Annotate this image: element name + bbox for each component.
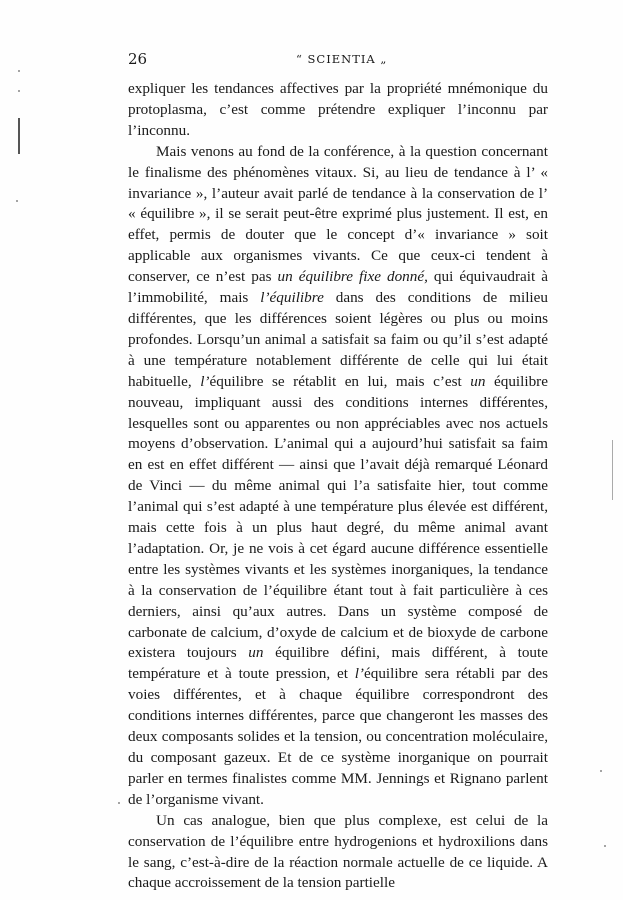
paragraph-3: Un cas analogue, bien que plus complexe, est celui de la conservation de l’équilibre entre hydrogenions et hydroxilions dans le sang, c’est-à-dire de la réaction normale actuelle de ce liquide. A chaque accroissement de la tension partielle (128, 811, 548, 892)
margin-scan-mark (612, 440, 613, 500)
margin-scan-dot (604, 845, 606, 847)
emphasis: un (470, 372, 486, 390)
margin-scan-mark (18, 118, 20, 154)
emphasis: un équilibre fixe donné, (277, 268, 428, 286)
emphasis: un (248, 644, 264, 662)
running-title: “ SCIENTIA „ (296, 52, 388, 66)
margin-scan-dot (18, 70, 20, 72)
margin-scan-dot (18, 90, 20, 92)
paragraph-1: expliquer les tendances affectives par la propriété mnémonique du protoplasma, c’est comme prétendre expliquer l’inconnu par l’inconnu. (128, 80, 548, 139)
margin-scan-dot (118, 802, 120, 804)
emphasis: l’ (200, 372, 210, 390)
margin-scan-dot (600, 770, 602, 772)
body-text (128, 79, 548, 894)
paragraph-2: Mais venons au fond de la conférence, à la question concernant le finalisme des phénomènes vitaux. Si, au lieu de tendance à l’ « invariance », l’auteur avait parlé de tendance à la conservation de l’ « équilibre », il se serait peut-être exprimé plus justement. Il est, en effet, permis de douter que le concept d’« invariance » soit applicable aux organismes vivants. Ce que ceux-ci tendent à conserver, ce n’est pas un équilibre fixe donné, qui équivaudrait à l’immobilité, mais l’équilibre dans des conditions de milieu différentes, que les différences soient légères ou plus ou moins profondes. Lorsqu’un animal a satisfait sa faim ou qu’il s’est adapté à une température notablement différente de celle qui lui était habituelle, l’équilibre se rétablit en lui, mais c’est un équilibre nouveau, impliquant aussi des conditions internes différentes, lesquelles sont ou apparentes ou non appréciables avec nos actuels moyens d’observation. L’animal qui a aujourd’hui satisfait sa faim en est en effet différent — ainsi que l’avait déjà remarqué Léonard de Vinci — du même animal qui l’a satisfaite hier, tout comme l’animal qui s’est adapté à une température plus élevée est différent, mais cette fois à un plus haut degré, du même animal avant l’adaptation. Or, je ne vois à cet égard aucune différence essentielle entre les systèmes vivants et les systèmes inorganiques, la tendance à la conservation de l’équilibre étant tout à fait particulière à ces derniers, ainsi qu’aux autres. Dans un système composé de carbonate de calcium, d’oxyde de calcium et de bioxyde de carbone existera toujours un équilibre défini, mais différent, à toute température et à toute pression, et l’équilibre sera rétabli par des voies différentes, et à chaque équilibre correspondront des conditions internes différentes, parce que changeront les masses des deux composants solides et la tension, ou concentration moléculaire, du composant gazeux. Et de ce système inorganique on pourrait parler en termes finalistes comme MM. Jennings et Rignano parlent de l’organisme vivant. (128, 142, 548, 808)
margin-scan-dot (16, 200, 18, 202)
emphasis: l’ (354, 665, 364, 683)
page-header (128, 50, 548, 72)
emphasis: l’équilibre (260, 289, 324, 307)
page-number: 26 (128, 50, 148, 68)
